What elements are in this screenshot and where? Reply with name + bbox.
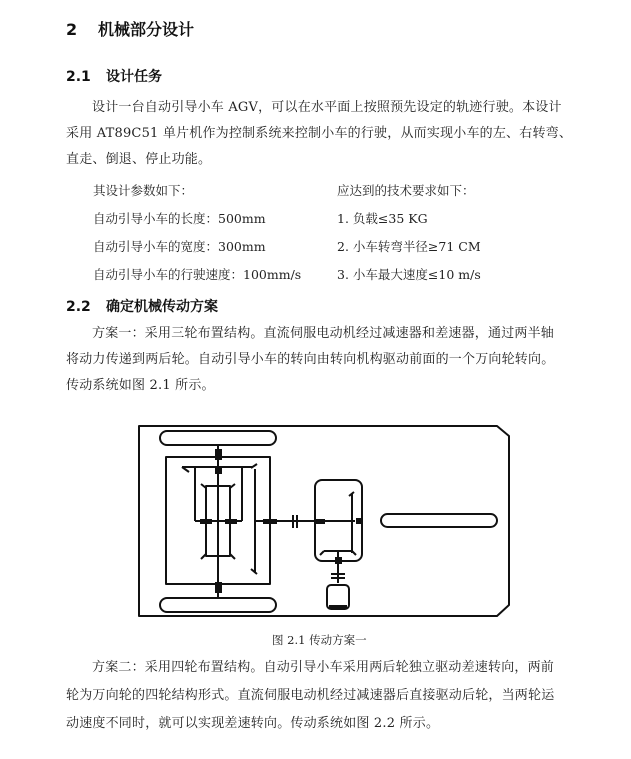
- section-number: 2.2: [66, 299, 91, 315]
- section-title: 确定机械传动方案: [106, 299, 218, 315]
- front-caster-wheel: [381, 514, 497, 527]
- param-item: 自动引导小车的行驶速度：100mm/s: [93, 267, 302, 282]
- param-item: 自动引导小车的宽度：300mm: [93, 239, 266, 254]
- section-number: 2.1: [66, 69, 91, 85]
- chapter-title: 机械部分设计: [98, 20, 195, 39]
- paragraph-line: 直走、倒退、停止功能。: [66, 152, 212, 167]
- requirement-item: 3. 小车最大速度≤10 m/s: [337, 267, 481, 282]
- rear-wheel-top: [160, 431, 276, 445]
- paragraph-line: 方案一：采用三轮布置结构。直流伺服电动机经过减速器和差速器，通过两半轴: [92, 326, 555, 341]
- requirements-header: 应达到的技术要求如下：: [337, 183, 475, 198]
- chapter-number: 2: [66, 20, 78, 39]
- section-title: 设计任务: [106, 69, 162, 85]
- paragraph-line: 方案二：采用四轮布置结构。自动引导小车采用两后轮独立驱动差速转向，两前: [92, 660, 555, 675]
- paragraph-line: 设计一台自动引导小车 AGV，可以在水平面上按照预先设定的轨迹行驶。本设计: [92, 100, 562, 115]
- rear-wheel-bottom: [160, 598, 276, 612]
- figure-caption: 图 2.1 传动方案一: [272, 633, 367, 647]
- paragraph-line: 轮为万向轮的四轮结构形式。直流伺服电动机经过减速器后直接驱动后轮，当两轮运: [66, 688, 555, 703]
- coupling: [292, 515, 294, 528]
- paragraph-line: 动速度不同时，就可以实现差速转向。传动系统如图 2.2 所示。: [66, 716, 440, 731]
- paragraph-line: 采用 AT89C51 单片机作为控制系统来控制小车的行驶，从而实现小车的左、右转弯、: [66, 126, 573, 141]
- requirement-item: 1. 负载≤35 KG: [337, 211, 428, 226]
- param-item: 自动引导小车的长度：500mm: [93, 211, 266, 226]
- paragraph-line: 将动力传递到两后轮。自动引导小车的转向由转向机构驱动前面的一个万向轮转向。: [66, 352, 555, 367]
- params-left-header: 其设计参数如下：: [93, 183, 194, 198]
- paragraph-line: 传动系统如图 2.1 所示。: [66, 378, 215, 393]
- requirement-item: 2. 小车转弯半径≥71 CM: [337, 239, 481, 254]
